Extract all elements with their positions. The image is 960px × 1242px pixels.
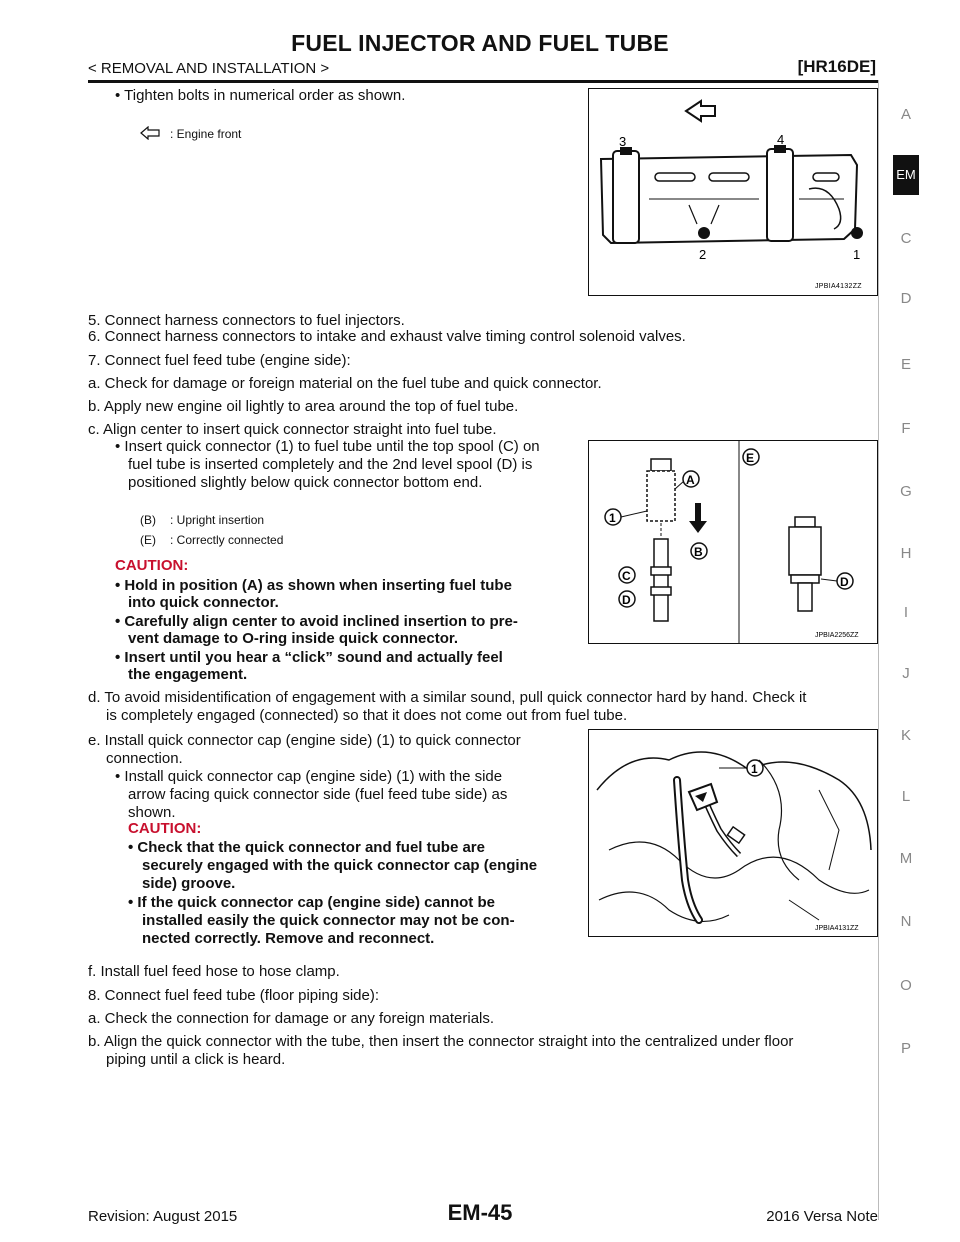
step-7c-bullet-l2: fuel tube is inserted completely and the 2nd level spool (D) is [128,456,533,473]
caution-label-2: CAUTION: [128,820,202,837]
fig1-label-2: 2 [699,247,707,262]
side-index-c[interactable]: C [900,230,912,247]
breadcrumb: < REMOVAL AND INSTALLATION > [88,60,330,77]
legend-e-value: : Correctly connected [170,533,284,547]
step-7c-bullet-l1: • Insert quick connector (1) to fuel tube until the top spool (C) on [115,438,540,455]
caution-5-l1: • If the quick connector cap (engine side) cannot be [128,894,495,911]
fig1-label-3: 3 [619,134,627,149]
side-index-g[interactable]: G [900,483,912,500]
header-rule [88,80,878,83]
side-rule [878,80,879,1220]
step-7d-l1: d. To avoid misidentification of engagement with a similar sound, pull quick connector hard by hand. Check it [88,689,807,706]
fig1-id: JPBIA4132ZZ [815,283,862,290]
side-index-m[interactable]: M [899,850,913,867]
caution-3-l1: • Insert until you hear a “click” sound and actually feel [115,649,503,666]
legend-b-value: : Upright insertion [170,513,265,527]
step-7e-bullet-l2: arrow facing quick connector side (fuel feed tube side) as [128,786,508,803]
legend-b-key: (B) [140,513,156,527]
side-index-f[interactable]: F [901,420,911,437]
figure-quick-connector-insertion [588,440,878,644]
caution-3-l2: the engagement. [128,666,248,683]
side-index-n[interactable]: N [900,913,912,930]
step-7b: b. Apply new engine oil lightly to area around the top of fuel tube. [88,398,519,415]
step-7e-l1: e. Install quick connector cap (engine side) (1) to quick connector [88,732,521,749]
step-7f: f. Install fuel feed hose to hose clamp. [88,963,340,980]
step-8b-l2: piping until a click is heard. [106,1051,286,1068]
caution-2-l1: • Carefully align center to avoid inclined insertion to pre- [115,613,518,630]
figure-quick-connector-cap [588,729,878,937]
fig2-id: JPBIA2256ZZ [815,632,859,639]
step-6: 6. Connect harness connectors to intake and exhaust valve timing control solenoid valves. [88,328,686,345]
engine-front-arrow-icon [140,126,160,145]
page-title: FUEL INJECTOR AND FUEL TUBE [291,30,669,56]
fig3-label-1: 1 [751,762,758,776]
caution-1-l2: into quick connector. [128,594,279,611]
step-7d-l2: is completely engaged (connected) so that it does not come out from fuel tube. [106,707,628,724]
fig3-id: JPBIA4131ZZ [815,925,859,932]
step-7a: a. Check for damage or foreign material on the fuel tube and quick connector. [88,375,602,392]
caution-4-l2: securely engaged with the quick connector cap (engine [142,857,538,874]
figure-fuel-tube-bolts [588,88,878,296]
side-index-a[interactable]: A [900,106,911,123]
footer-revision: Revision: August 2015 [88,1208,238,1225]
caution-4-l3: side) groove. [142,875,236,892]
step-7e-bullet-l3: shown. [128,804,176,821]
caution-2-l2: vent damage to O-ring inside quick connector. [128,630,459,647]
side-index-e[interactable]: E [900,356,911,373]
legend-engine-front: : Engine front [170,127,242,141]
caution-5-l2: installed easily the quick connector may not be con- [142,912,515,929]
caution-5-l3: nected correctly. Remove and reconnect. [142,930,435,947]
fig2-label-c: C [622,569,631,583]
side-index-p[interactable]: P [900,1040,911,1057]
step-8: 8. Connect fuel feed tube (floor piping side): [88,987,380,1004]
step-7e-l2: connection. [106,750,183,767]
fig2-label-d: D [622,593,631,607]
footer-edition: 2016 Versa Note [766,1208,878,1225]
step-7e-bullet-l1: • Install quick connector cap (engine side) (1) with the side [115,768,503,785]
step-7c: c. Align center to insert quick connector straight into fuel tube. [88,421,497,438]
step-8b-l1: b. Align the quick connector with the tube, then insert the connector straight into the centralized under floor [88,1033,794,1050]
step-5: 5. Connect harness connectors to fuel injectors. [88,312,405,329]
step-7: 7. Connect fuel feed tube (engine side): [88,352,351,369]
side-index-k[interactable]: K [900,727,911,744]
side-index-o[interactable]: O [900,977,912,994]
footer-page-number: EM-45 [447,1200,513,1225]
step-7c-bullet-l3: positioned slightly below quick connector bottom end. [128,474,483,491]
fig1-label-4: 4 [777,132,785,147]
legend-e-key: (E) [140,533,156,547]
fig2-label-d-right: D [840,575,849,589]
fig2-label-1: 1 [609,511,616,525]
side-index-i[interactable]: I [903,604,909,621]
side-index-em[interactable]: EM [893,155,919,195]
caution-1-l1: • Hold in position (A) as shown when inserting fuel tube [115,577,512,594]
bullet-tighten: • Tighten bolts in numerical order as shown. [115,87,406,104]
fig2-label-e: E [746,451,755,465]
fig2-label-a: A [686,473,695,487]
caution-label: CAUTION: [115,557,189,574]
step-8a: a. Check the connection for damage or any foreign materials. [88,1010,495,1027]
fig1-label-1: 1 [853,247,861,262]
side-index-j[interactable]: J [902,665,910,682]
side-index-h[interactable]: H [900,545,912,562]
side-index-l[interactable]: L [901,788,911,805]
model-code: [HR16DE] [797,57,876,76]
side-index-d[interactable]: D [900,290,912,307]
fig2-label-b: B [694,545,703,559]
caution-4-l1: • Check that the quick connector and fuel tube are [128,839,485,856]
